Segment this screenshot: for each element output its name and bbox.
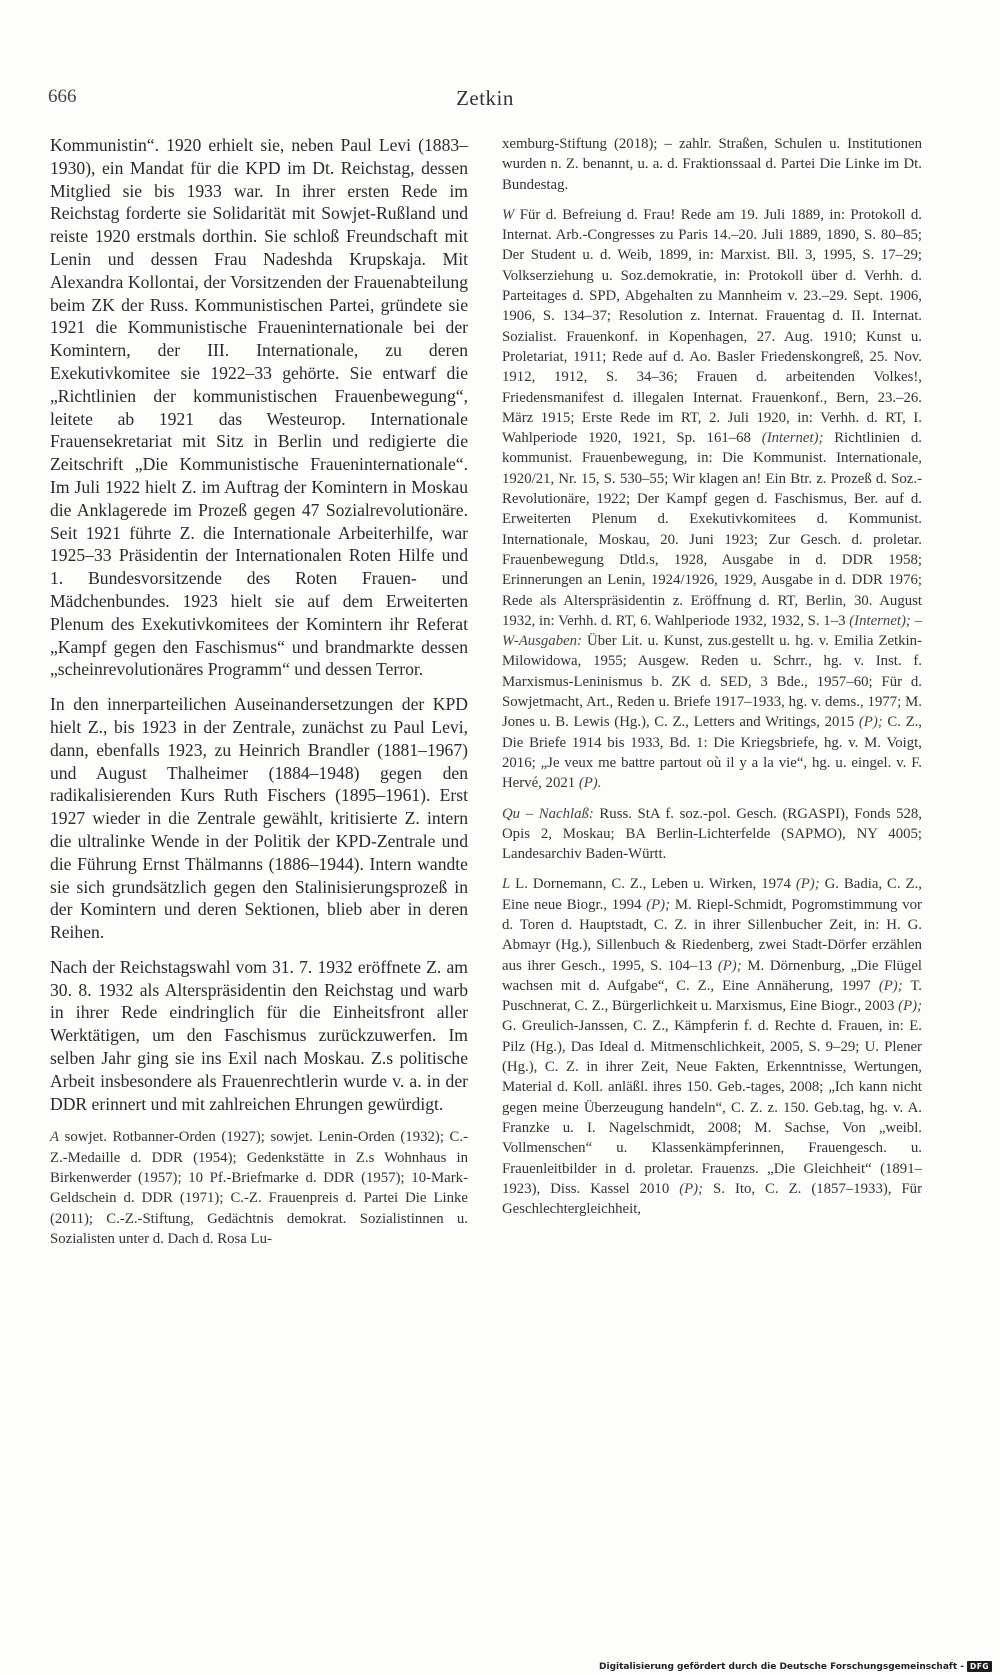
works-internet-2: (Internet); – W-Ausgaben: [502,612,922,650]
works-internet-1: (Internet); [761,430,824,447]
body-paragraph-3: Nach der Reichstagswahl vom 31. 7. 1932 eröffnete Z. am 30. 8. 1932 als Alterspräsidentin den Reichstag und warb in ihrer Rede eindringlich für die Einheitsfront aller Werktätigen, um den Faschismus zurückzuwerfen. Im selben Jahr ging sie ins Exil nach Moskau. Z.s politische Arbeit insbesondere als Frauenrechtlerin wurde v. a. in der DDR erinnert und mit zahlreichen Ehrungen gewürdigt. [50,956,468,1114]
literature-portrait-1: (P); [795,876,820,893]
awards-label: A [50,1129,60,1146]
digitization-footer [599,1661,992,1672]
works-text-3: Über Lit. u. Kunst, zus.gestellt u. hg. v. Emilia Zetkin-Milowidowa, 1955; Ausgew. Reden u. Schrr., hg. v. Inst. f. Marxismus-Leninismus b. ZK d. SED, 3 Bde., 1957–60; Für d. Sowjetmacht, Art., Reden u. Briefe 1917–1933, hg. v. dems., 1977; M. Jones u. B. Lewis (Hg.), C. Z., Letters and Writings, 2015 [502,633,922,731]
literature-portrait-5: (P); [898,998,922,1015]
works-text-2: Richtlinien d. kommunist. Frauenbewegung, in: Die Kommunist. Internationale, 1920/21, Nr. 15, S. 530–55; Wir klagen an! Ein Btr. z. Prozeß d. Soz.-Revolutionäre, 1922; Der Kampf gegen d. Faschismus, Ber. auf d. Erweiterten Plenum d. Exekutivkomitees d. Kommunist. Internationale, Moskau, 20. Juni 1923; Zur Gesch. d. proletar. Frauenbewegung Dtld.s, 1928, Ausgabe in d. DDR 1958; Erinnerungen an Lenin, 1924/1926, 1929, Ausgabe in d. DDR 1976; Rede als Alterspräsidentin z. Eröffnung d. RT, Berlin, 30. August 1932, in: Verhh. d. RT, 6. Wahlperiode 1932, 1932, S. 1–3 [502,430,922,629]
right-column [502,134,922,1229]
body-paragraph-2: In den innerparteilichen Auseinandersetzungen der KPD hielt Z., bis 1923 in der Zentrale, zunächst zu Paul Levi, dann, ebenfalls 1923, zu Heinrich Brandler (1881–1967) und August Thalheimer (1884–1948) gegen den radikalisierenden Kurs Ruth Fischers (1895–1961). Erst 1927 wieder in die Zentrale gewählt, kritisierte Z. intern die ultralinke Wende in der Politik der KPD-Zentrale und die Führung Ernst Thälmanns (1886–1944). Intern wandte sie sich grundsätzlich gegen den Stalinisierungsprozeß in der Komintern und deren Sektionen, blieb aber in deren Reihen. [50,694,468,943]
literature-text-6: G. Greulich-Janssen, C. Z., Kämpferin f. d. Rechte d. Frauen, in: E. Pilz (Hg.), Das Ideal d. Mitmenschlichkeit, 2005, S. 9–29; U. Plener (Hg.), C. Z. in ihrer Zeit, Neue Fakten, Erkenntnisse, Wertungen, Material d. Koll. anläßl. ihres 150. Geb.-tages, 2008; „Ich kann nicht gegen meine Überzeugung handeln“, C. Z. z. 150. Geb.tag, hg. v. A. Franzke u. I. Nagelschmidt, 2008; M. Sachse, Von „weibl. Vollmenschen“ u. Klassenkämpferinnen, Frauengesch. u. Frauenleitbilder in d. proletar. Frauenzs. „Die Gleichheit“ (1891–1923), Diss. Kassel 2010 [502,1018,922,1197]
literature-portrait-3: (P); [717,957,742,974]
body-paragraph-1: Kommunistin“. 1920 erhielt sie, neben Paul Levi (1883–1930), ein Mandat für die KPD im Dt. Reichstag, dessen Mitglied sie bis 1933 war. In ihrer ersten Rede im Reichstag forderte sie Solidarität mit Sowjet-Rußland und reiste 1920 erstmals dorthin. Sie schloß Freundschaft mit Lenin und dessen Frau Nadeshda Krupskaja. Mit Alexandra Kollontai, der Vorsitzenden der Frauenabteilung beim ZK der Russ. Kommunistischen Partei, gründete sie 1921 die Kommunistische Fraueninternationale bei der Komintern, der III. Internationale, zu deren Exekutivkomitee sie 1922–33 gehörte. Sie entwarf die „Richtlinien der kommunistischen Frauenbewegung“, leitete ab 1921 das Westeurop. Internationale Frauensekretariat mit Sitz in Berlin und redigierte die Zeitschrift „Die Kommunistische Fraueninternationale“. Im Juli 1922 hielt Z. im Auftrag der Komintern in Moskau die Anklagerede im Prozeß gegen 47 Sozialrevolutionäre. Seit 1921 führte Z. die Internationale Arbeiterhilfe, war 1925–33 Präsidentin der Internationalen Roten Hilfe und 1. Bundesvorsitzende des Roten Frauen- und Mädchenbundes. 1923 hielt sie auf dem Erweiterten Plenum des Exekutivkomitees der Komintern ihr Referat „Kampf gegen den Faschismus“ und brandmarkte dessen „scheinrevolutionäres Programm“ und dessen Terror. [50,135,468,680]
literature-portrait-6: (P); [679,1180,704,1197]
left-column [50,134,468,1259]
literature-text-1: L. Dornemann, C. Z., Leben u. Wirken, 1974 [510,876,796,893]
awards-text: sowjet. Rotbanner-Orden (1927); sowjet. Lenin-Orden (1932); C.-Z.-Medaille d. DDR (1954); Gedenkstätte in Z.s Wohnhaus in Birkenwerder (1957); 10 Pf.-Briefmarke d. DDR (1957); 10-Mark-Geldschein d. DDR (1971); C.-Z. Frauenpreis d. Partei Die Linke (2011); C.-Z.-Stiftung, Gedächtnis demokrat. Sozialistinnen u. Sozialisten unter d. Dach d. Rosa Lu- [50,1129,468,1247]
footer-text: Digitalisierung gefördert durch die Deutsche Forschungsgemeinschaft - [599,1661,964,1672]
page-number: 666 [48,86,77,107]
sources-text: Russ. StA f. soz.-pol. Gesch. (RGASPI), Fonds 528, Opis 2, Moskau; BA Berlin-Lichterfelde (SAPMO), NY 4005; Landesarchiv Baden-Württ. [502,805,923,863]
sources-section [502,804,922,865]
awards-section [50,1127,468,1249]
works-text-1: Für d. Befreiung d. Frau! Rede am 19. Juli 1889, in: Protokoll d. Internat. Arb.-Congresses zu Paris 14.–20. Juli 1889, 1890, S. 80–85; Der Student u. d. Weib, 1899, in: Marxist. Bll. 3, 1995, S. 17–29; Volkserziehung u. Soz.demokratie, in: Protokoll über d. Verhh. d. Parteitages d. SPD, Abgehalten zu Mannheim v. 23.–29. Sept. 1906, 1906, S. 134–37; Resolution z. Internat. Frauentag d. II. Internat. Sozialist. Frauenkonf. in Kopenhagen, 27. Aug. 1910; Kunst u. Proletariat, 1911; Rede auf d. Ao. Basler Friedenskongreß, 25. Nov. 1912, 1912, S. 34–36; Frauen d. arbeitenden Volkes!, Friedensmanifest d. illegalen Internat. Frauenkonf., Bern, 23.–26. März 1915; Erste Rede im RT, 2. Juli 1920, in: Verhh. d. RT, I. Wahlperiode 1920, 1921, Sp. 161–68 [502,206,922,447]
literature-text-3: M. Riepl-Schmidt, Pogromstimmung vor d. Toren d. Hauptstadt, C. Z. in ihrer Sillenbucher Zeit, in: H. G. Abmayr (Hg.), Sillenbuch & Riedenberg, zwei Stadt-Dörfer erzählen aus ihrer Gesch., 1995, S. 104–13 [502,896,922,974]
works-portrait-2: (P). [578,775,602,792]
running-head: Zetkin [456,86,514,110]
literature-text-4: M. Dörnenburg, „Die Flügel wachsen mit d. Aufgabe“, C. Z., Eine Annäherung, 1997 [502,957,922,994]
works-section [502,205,922,794]
works-label: W [502,206,515,223]
literature-text-2: G. Badia, C. Z., Eine neue Biogr., 1994 [502,876,922,913]
page-header [48,86,922,116]
literature-section [502,874,922,1219]
literature-text-7: S. Ito, C. Z. (1857–1933), Für Geschlechtergleichheit, [502,1180,923,1218]
dfg-logo: DFG [967,1661,992,1672]
literature-portrait-2: (P); [646,896,671,913]
awards-continued: xemburg-Stiftung (2018); – zahlr. Straßen, Schulen u. Institutionen wurden n. Z. benannt, u. a. d. Fraktionssaal d. Partei Die Linke im Dt. Bundestag. [502,136,922,193]
literature-text-5: T. Puschnerat, C. Z., Bürgerlichkeit u. Marxismus, Eine Biogr., 2003 [502,977,923,1015]
literature-label: L [502,876,511,893]
works-portrait-1: (P); [858,714,883,731]
literature-portrait-4: (P); [878,977,903,994]
works-text-4: C. Z., Die Briefe 1914 bis 1933, Bd. 1: Die Kriegsbriefe, hg. v. M. Voigt, 2016; „Je veux me battre partout où il y a la vie“, hg. u. eingel. v. F. Hervé, 2021 [502,714,923,792]
sources-label: Qu – Nachlaß: [502,805,594,822]
